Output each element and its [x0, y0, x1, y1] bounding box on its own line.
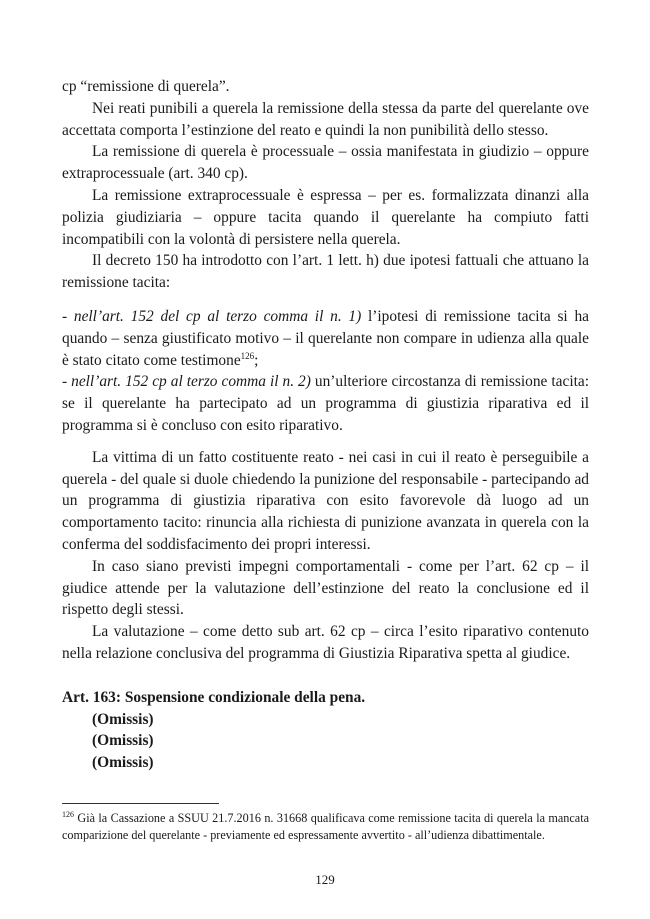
article-heading: Art. 163: Sospensione condizionale della pena. [62, 688, 366, 706]
footnote-divider [62, 803, 219, 804]
list-item [62, 371, 589, 436]
footnote [62, 810, 589, 844]
list-item [62, 306, 589, 371]
paragraph-5: La vittima di un fatto costituente reato - nei casi in cui il reato è perseguibile a querela - del quale si duole chiedendo la punizione del responsabile - partecipando ad un programma di giustizia riparativa con esito favorevole dà luogo ad un comportamento tacito: rinuncia alla richiesta di punizione avanzata in querela con la conferma del soddisfacimento dei propri interessi. [62, 448, 589, 553]
footnote-number: 126 [62, 809, 74, 819]
omissis-line: (Omissis) [92, 710, 154, 728]
remission-list [62, 306, 589, 437]
paragraph-7: La valutazione – come detto sub art. 62 cp – circa l’esito riparativo contenuto nella relazione conclusiva del programma di Giustizia Riparativa spetta al giudice. [62, 623, 589, 662]
list-item-ref: - nell’art. 152 cp al terzo comma il n. 2) [62, 373, 311, 391]
paragraph-0: cp “remissione di querela”. [62, 78, 230, 95]
paragraph-3: La remissione extraprocessuale è espressa – per es. formalizzata dinanzi alla polizia giudiziaria – oppure tacita quando il querelante ha compiuto fatti incompatibili con la volontà di persistere nella querela. [62, 186, 589, 248]
list-item-text: un’ulteriore circostanza di remissione tacita: se il querelante ha partecipato ad un programma di giustizia riparativa ed il programma si è concluso con esito riparativo. [62, 373, 589, 434]
list-item-ref: - nell’art. 152 del cp al terzo comma il n. 1) [62, 307, 362, 325]
footnote-text: Già la Cassazione a SSUU 21.7.2016 n. 31668 qualificava come remissione tacita di querela la mancata comparizione del querelante - previamente ed espressamente avvertito - all’udienza dibattimentale. [62, 811, 589, 842]
paragraph-4: Il decreto 150 ha introdotto con l’art. 1 lett. h) due ipotesi fattuali che attuano la remissione tacita: [62, 252, 589, 292]
page-number: 129 [315, 872, 335, 887]
document-body [62, 76, 589, 774]
paragraph-1: Nei reati punibili a querela la remissione della stessa da parte del querelante ove accettata comporta l’estinzione del reato e quindi la non punibilità dello stesso. [62, 99, 589, 139]
omissis-line: (Omissis) [92, 732, 154, 750]
paragraph-2: La remissione di querela è processuale – ossia manifestata in giudizio – oppure extraprocessuale (art. 340 cp). [62, 143, 589, 183]
footnote-ref[interactable]: 126 [240, 350, 255, 361]
omissis-line: (Omissis) [92, 754, 154, 772]
list-item-tail: ; [254, 351, 259, 369]
list-item-text: l’ipotesi di remissione tacita si ha quando – senza giustificato motivo – il querelante non compare in udienza alla quale è stato citato come testimone [62, 307, 589, 369]
paragraph-6: In caso siano previsti impegni comportamentali - come per l’art. 62 cp – il giudice attende per la valutazione dell’estinzione del reato la conclusione ed il rispetto degli stessi. [62, 557, 589, 619]
